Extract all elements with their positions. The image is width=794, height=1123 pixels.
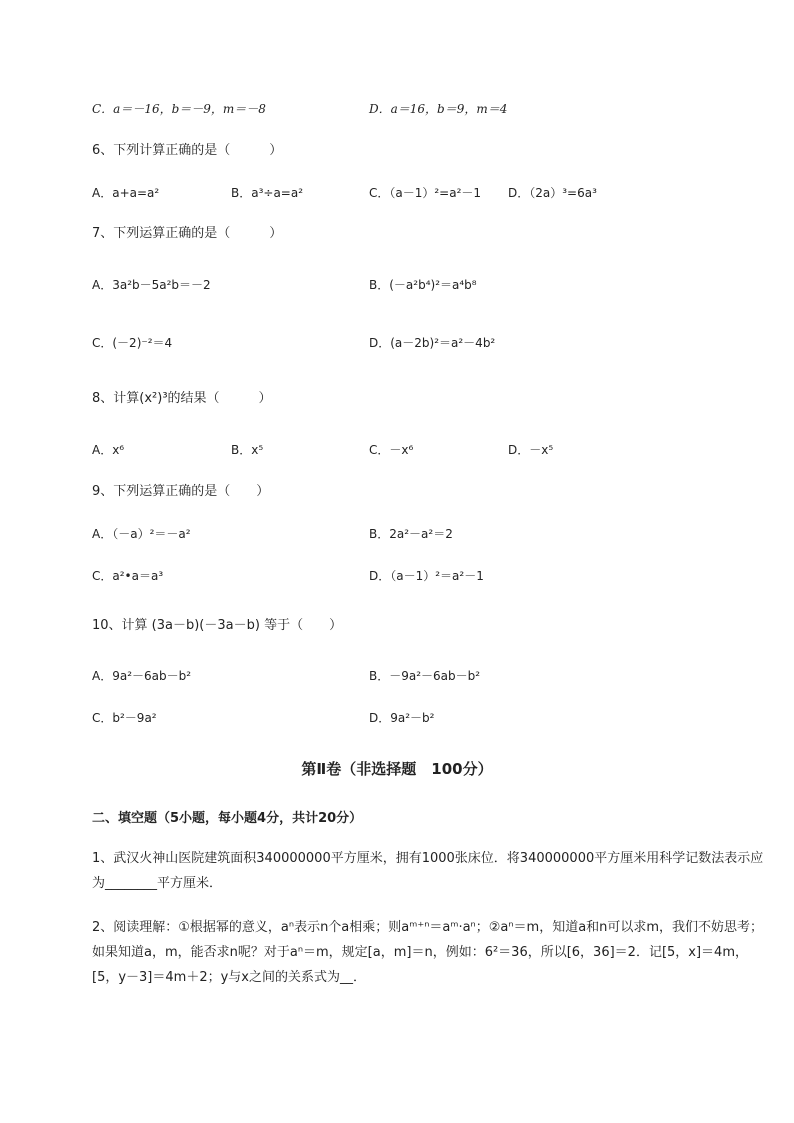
- q7-stem: 7、下列运算正确的是（ ）: [92, 226, 283, 241]
- q8-option-a: A．x⁶: [92, 443, 125, 457]
- q10-option-b: B．－9a²－6ab－b²: [369, 669, 481, 683]
- part-two-title: 第Ⅱ卷（非选择题 100分）: [301, 760, 493, 778]
- q8-option-d: D．－x⁵: [508, 443, 554, 457]
- q7-option-c: C．(－2)⁻²＝4: [92, 336, 173, 350]
- q5-option-d: D．a＝16，b＝9，m＝4: [369, 102, 508, 116]
- fill-question-2: 2、阅读理解：①根据幂的意义，aⁿ表示n个a相乘；则aᵐ⁺ⁿ＝aᵐ·aⁿ；②aⁿ＝m，知道a和n可以求m，我们不妨思考；如果知道a，m，能否求n呢？对于aⁿ＝m，规定[a，m]＝n，例如：6²＝36，所以[6，36]＝2．记[5，x]＝4m，[5，y－3]＝4m＋2；y与x之间的关系式为__．: [92, 920, 764, 985]
- section-fill-in-heading: 二、填空题（5小题，每小题4分，共计20分）: [92, 811, 363, 826]
- q7-option-d: D．(a－2b)²＝a²－4b²: [369, 336, 496, 350]
- q5-option-c: C．a＝－16，b＝－9，m＝－8: [92, 102, 266, 116]
- q6-stem: 6、下列计算正确的是（ ）: [92, 143, 283, 158]
- q8-stem: 8、计算(x²)³的结果（ ）: [92, 391, 272, 406]
- q6-option-d: D．（2a）³=6a³: [508, 186, 597, 200]
- q6-option-a: A．a+a=a²: [92, 186, 160, 200]
- q9-option-a: A．（－a）²＝－a²: [92, 527, 191, 541]
- fill-question-1: 1、武汉火神山医院建筑面积340000000平方厘米，拥有1000张床位．将340000000平方厘米用科学记数法表示应为________平方厘米．: [92, 851, 764, 891]
- q6-option-c: C．（a－1）²=a²－1: [369, 186, 482, 200]
- q8-option-c: C．－x⁶: [369, 443, 414, 457]
- q10-option-d: D．9a²－b²: [369, 711, 435, 725]
- q9-option-b: B．2a²－a²＝2: [369, 527, 453, 541]
- q7-option-a: A．3a²b－5a²b＝－2: [92, 278, 211, 292]
- q7-option-b: B．(－a²b⁴)²＝a⁴b⁸: [369, 278, 477, 292]
- q6-option-b: B．a³÷a=a²: [231, 186, 304, 200]
- q9-stem: 9、下列运算正确的是（ ）: [92, 484, 270, 499]
- q8-option-b: B．x⁵: [231, 443, 264, 457]
- q10-stem: 10、计算 (3a－b)(－3a－b) 等于（ ）: [92, 618, 343, 633]
- q10-option-a: A．9a²－6ab－b²: [92, 669, 192, 683]
- q9-option-d: D．（a－1）²＝a²－1: [369, 569, 484, 583]
- q10-option-c: C．b²－9a²: [92, 711, 157, 725]
- q9-option-c: C．a²•a＝a³: [92, 569, 164, 583]
